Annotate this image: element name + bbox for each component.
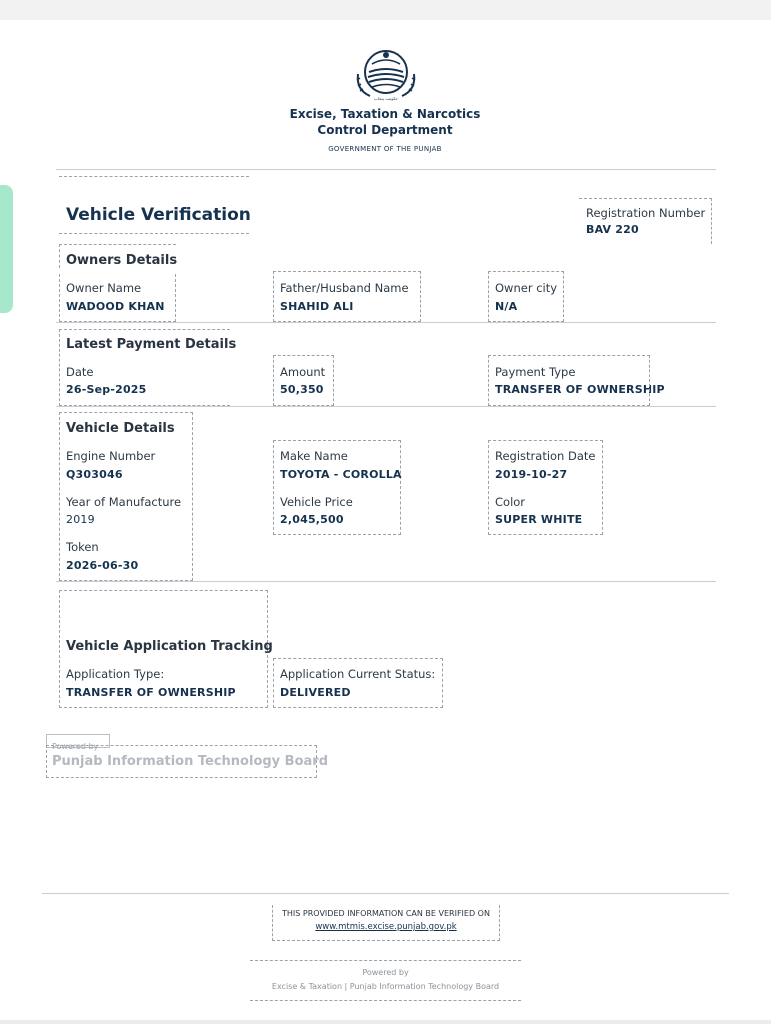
vehicle-price-value: 2,045,500 — [280, 513, 344, 526]
owners-details-title: Owners Details — [66, 253, 178, 268]
powered-footer-box — [250, 960, 521, 1001]
payment-details-title: Latest Payment Details — [66, 337, 237, 352]
registration-number-label: Registration Number — [586, 206, 706, 220]
father-name-box — [273, 271, 421, 322]
registration-date-label: Registration Date — [495, 449, 596, 463]
color-value: SUPER WHITE — [495, 513, 583, 526]
verify-link[interactable]: www.mtmis.excise.punjab.gov.pk — [315, 922, 457, 932]
color-label: Color — [495, 495, 526, 509]
engine-number-label: Engine Number — [66, 449, 156, 463]
footer-divider — [42, 893, 729, 894]
token-value: 2026-06-30 — [66, 559, 139, 572]
father-name-label: Father/Husband Name — [280, 281, 409, 295]
divider — [56, 322, 716, 323]
application-status-box — [273, 658, 443, 708]
father-name-value: SHAHID ALI — [280, 300, 354, 313]
payment-date-value: 26-Sep-2025 — [66, 383, 147, 396]
registration-date-value: 2019-10-27 — [495, 468, 568, 481]
footer-powered-by: Powered by — [362, 968, 409, 977]
application-type-label: Application Type: — [66, 667, 165, 681]
amount-label: Amount — [280, 365, 326, 379]
token-label: Token — [66, 540, 99, 554]
registration-number-value: BAV 220 — [586, 223, 639, 236]
department-name-line2: Control Department — [317, 123, 453, 137]
tracking-title: Vehicle Application Tracking — [66, 639, 273, 654]
registration-box — [579, 198, 712, 244]
top-bar — [0, 0, 771, 20]
divider — [56, 581, 716, 582]
divider — [56, 169, 716, 170]
make-name-value: TOYOTA - COROLLA — [280, 468, 402, 481]
amount-value: 50,350 — [280, 383, 324, 396]
payment-type-box — [488, 355, 650, 406]
page-title: Vehicle Verification — [66, 205, 251, 225]
application-status-label: Application Current Status: — [280, 667, 436, 681]
punjab-government-logo-icon — [352, 44, 420, 102]
footer-powered-orgs: Excise & Taxation | Punjab Information Technology Board — [271, 982, 500, 991]
svg-text:حکومت پنجاب: حکومت پنجاب — [374, 96, 398, 101]
verify-text: THIS PROVIDED INFORMATION CAN BE VERIFIED ON — [282, 909, 490, 918]
year-of-manufacture-value: 2019 — [66, 513, 95, 526]
owner-name-box — [59, 274, 176, 322]
vehicle-price-label: Vehicle Price — [280, 495, 353, 509]
owner-city-label: Owner city — [495, 281, 558, 295]
payment-type-value: TRANSFER OF OWNERSHIP — [495, 383, 665, 396]
owner-name-label: Owner Name — [66, 281, 142, 295]
owners-title-box — [59, 244, 176, 268]
powered-watermark-small: Powered by — [52, 742, 99, 751]
verification-document — [0, 20, 771, 1020]
side-tab[interactable] — [0, 185, 13, 313]
application-status-value: DELIVERED — [280, 686, 351, 699]
owner-city-value: N/A — [495, 300, 518, 313]
engine-number-value: Q303046 — [66, 468, 123, 481]
payment-date-label: Date — [66, 365, 94, 379]
owner-city-box — [488, 271, 564, 322]
owner-name-value: WADOOD KHAN — [66, 300, 165, 313]
divider — [56, 406, 716, 407]
government-name: GOVERNMENT OF THE PUNJAB — [328, 145, 442, 153]
vehicle-details-title: Vehicle Details — [66, 421, 175, 436]
amount-box — [273, 355, 334, 406]
payment-type-label: Payment Type — [495, 365, 576, 379]
year-of-manufacture-label: Year of Manufacture — [66, 495, 182, 509]
powered-watermark-large: Punjab Information Technology Board — [52, 754, 329, 769]
make-name-label: Make Name — [280, 449, 348, 463]
department-name-line1: Excise, Taxation & Narcotics — [289, 107, 481, 121]
application-type-value: TRANSFER OF OWNERSHIP — [66, 686, 236, 699]
